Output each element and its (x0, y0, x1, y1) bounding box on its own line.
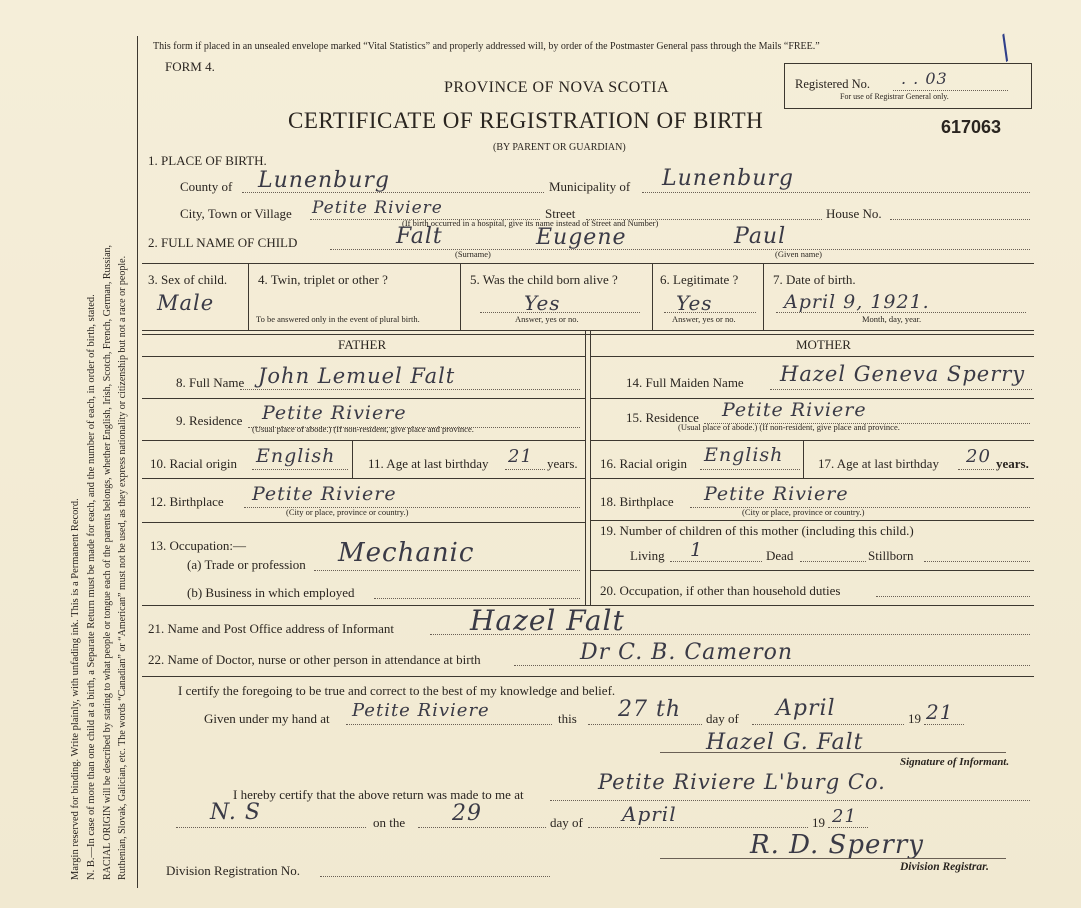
mother-residence-note: (Usual place of abode.) (If non-resident, give place and province. (678, 422, 900, 432)
informant-signature-caption: Signature of Informant. (900, 756, 1010, 768)
father-residence-label: 9. Residence (176, 413, 243, 428)
doctor-value: Dr C. B. Cameron (580, 640, 794, 665)
mother-racial-label: 16. Racial origin (600, 456, 688, 471)
registrar-signature: R. D. Sperry (750, 830, 924, 860)
registered-value: . . 03 (901, 69, 948, 88)
given-day: 27 th (618, 697, 681, 722)
father-occupation-label: 13. Occupation:— (150, 538, 247, 553)
mother-residence-label: 15. Residence (626, 410, 699, 425)
street-label: Street (545, 206, 576, 221)
margin-note-4: Ruthenian, Slovak, Galician, etc. The words “Canadian” or “American” must not be used, as they express nationality or citizenship but not a race or people. (117, 255, 128, 880)
mother-living-value: 1 (690, 539, 704, 561)
dob-value: April 9, 1921. (784, 291, 930, 313)
day-of-label: day of (706, 711, 739, 726)
return-year: 21 (832, 806, 857, 827)
father-age-value: 21 (508, 446, 533, 467)
mother-birthplace-value: Petite Riviere (704, 483, 849, 505)
return-province: N. S (210, 800, 261, 825)
twin-label: 4. Twin, triplet or other ? (258, 272, 388, 287)
given-name-caption: (Given name) (775, 249, 822, 259)
father-birthplace-label: 12. Birthplace (150, 494, 224, 509)
mother-name-label: 14. Full Maiden Name (626, 375, 744, 390)
mother-occupation-label: 20. Occupation, if other than household duties (600, 583, 841, 598)
father-residence-value: Petite Riviere (262, 402, 407, 424)
father-name-label: 8. Full Name (176, 375, 245, 390)
mother-birthplace-label: 18. Birthplace (600, 494, 674, 509)
mother-dead-label: Dead (766, 548, 794, 563)
house-label: House No. (826, 206, 882, 221)
registered-box (784, 63, 1032, 109)
alive-label: 5. Was the child born alive ? (470, 272, 618, 287)
informant-value: Hazel Falt (470, 604, 625, 637)
mother-age-years: years. (996, 456, 1029, 471)
mother-name-value: Hazel Geneva Sperry (780, 362, 1026, 386)
margin-note-3: RACIAL ORIGIN will be described by stating to what people or tongue each of the parents belongs, whether English, Irish, Scotch, French, German, Russian, (102, 244, 113, 880)
return-year-prefix: 19 (812, 815, 825, 830)
county-label: County of (180, 179, 233, 194)
given-under-hand-label: Given under my hand at (204, 711, 330, 726)
twin-note: To be answered only in the event of plural birth. (256, 314, 420, 324)
return-day: 29 (452, 801, 482, 826)
return-place: Petite Riviere L'burg Co. (598, 770, 886, 794)
hospital-note: (If birth occurred in a hospital, give its name instead of Street and Number) (402, 218, 659, 228)
form-left-border (137, 36, 138, 888)
certificate-number: 617063 (941, 117, 1002, 137)
given-month: April (776, 696, 836, 721)
province-title: PROVINCE OF NOVA SCOTIA (444, 79, 670, 96)
sex-label: 3. Sex of child. (148, 272, 228, 287)
child-given-name-1: Eugene (536, 225, 627, 250)
on-the-label: on the (373, 815, 406, 830)
municipality-label: Municipality of (549, 179, 631, 194)
informant-label: 21. Name and Post Office address of Informant (148, 621, 394, 636)
father-age-label: 11. Age at last birthday (368, 456, 489, 471)
mother-children-label: 19. Number of children of this mother (including this child.) (600, 523, 914, 538)
doctor-label: 22. Name of Doctor, nurse or other person in attendance at birth (148, 652, 481, 667)
legitimate-value: Yes (676, 291, 713, 315)
certificate-title: CERTIFICATE OF REGISTRATION OF BIRTH (288, 108, 764, 133)
mother-racial-value: English (704, 444, 784, 466)
father-heading: FATHER (338, 337, 387, 352)
dob-label: 7. Date of birth. (773, 272, 856, 287)
mother-stillborn-label: Stillborn (868, 548, 914, 563)
father-racial-label: 10. Racial origin (150, 456, 238, 471)
father-trade-label: (a) Trade or profession (187, 557, 306, 572)
county-value: Lunenburg (258, 168, 390, 193)
place-heading: 1. PLACE OF BIRTH. (148, 153, 267, 168)
father-racial-value: English (256, 445, 336, 467)
legitimate-label: 6. Legitimate ? (660, 272, 739, 287)
mother-living-label: Living (630, 548, 665, 563)
division-registrar-caption: Division Registrar. (900, 861, 989, 873)
form-number: FORM 4. (165, 59, 215, 74)
surname-caption: (Surname) (455, 249, 491, 259)
postal-notice: This form if placed in an unsealed envelope marked “Vital Statistics” and properly addressed will, by order of the Postmaster General pass through the Mails “FREE.” (153, 41, 820, 52)
father-trade-value: Mechanic (338, 538, 475, 568)
registered-label: Registered No. (795, 77, 870, 91)
mother-residence-value: Petite Riviere (722, 399, 867, 421)
division-registration-label: Division Registration No. (166, 863, 300, 878)
mother-heading: MOTHER (796, 337, 851, 352)
registrar-use-note: For use of Registrar General only. (840, 92, 949, 101)
informant-signature: Hazel G. Falt (706, 730, 864, 755)
mother-age-value: 20 (966, 446, 991, 467)
father-residence-note: (Usual place of abode.) (If non-resident, give place and province. (252, 424, 474, 434)
city-value: Petite Riviere (312, 198, 443, 218)
father-business-label: (b) Business in which employed (187, 585, 355, 600)
father-age-years: years. (547, 456, 578, 471)
father-birthplace-note: (City or place, province or country.) (286, 507, 409, 517)
return-label: I hereby certify that the above return was made to me at (233, 787, 524, 802)
given-year: 21 (926, 700, 954, 724)
this-label: this (558, 711, 577, 726)
child-given-name-2: Paul (734, 224, 787, 249)
given-place: Petite Riviere (352, 700, 490, 721)
alive-answer-note: Answer, yes or no. (515, 314, 579, 324)
certificate-subtitle: (BY PARENT OR GUARDIAN) (493, 142, 626, 153)
margin-note-2: N. B.—In case of more than one child at a birth, a Separate Return must be made for each, and the number of each, in order of birth, stated. (86, 294, 97, 880)
legitimate-answer-note: Answer, yes or no. (672, 314, 736, 324)
certify-statement: I certify the foregoing to be true and correct to the best of my knowledge and belief. (178, 683, 616, 698)
sex-value: Male (157, 291, 215, 315)
year-prefix: 19 (908, 711, 921, 726)
check-mark: / (990, 29, 1021, 66)
father-name-value: John Lemuel Falt (258, 364, 456, 388)
return-month: April (622, 802, 677, 826)
dob-note: Month, day, year. (862, 314, 922, 324)
child-name-label: 2. FULL NAME OF CHILD (148, 235, 298, 250)
mother-age-label: 17. Age at last birthday (818, 456, 939, 471)
margin-note-1: Margin reserved for binding. Write plainly, with unfading ink. This is a Permanent Record. (70, 498, 81, 880)
city-label: City, Town or Village (180, 206, 292, 221)
child-surname: Falt (396, 224, 443, 249)
day-of-label-2: day of (550, 815, 583, 830)
municipality-value: Lunenburg (662, 166, 794, 191)
mother-birthplace-note: (City or place, province or country.) (742, 507, 865, 517)
alive-value: Yes (524, 291, 561, 315)
father-birthplace-value: Petite Riviere (252, 483, 397, 505)
